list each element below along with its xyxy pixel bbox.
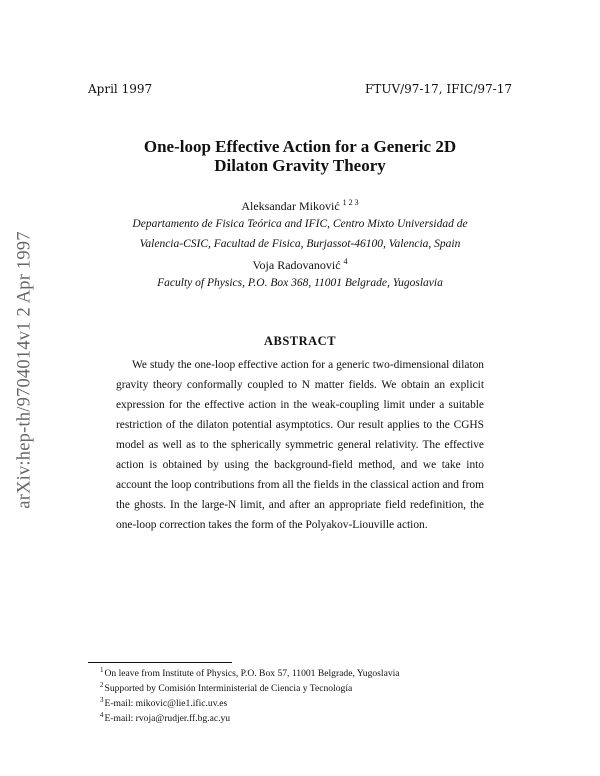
author-name: Voja Radovanović <box>252 258 341 272</box>
author-name: Aleksandar Miković <box>241 199 340 213</box>
affiliation-line: Departamento de Fisica Teórica and IFIC, Centro Mixto Universidad de <box>132 218 468 230</box>
arxiv-identifier: arXiv:hep-th/9704014v1 2 Apr 1997 <box>14 231 35 509</box>
footnote-text: Supported by Comisión Interministerial de Ciencia y Tecnología <box>104 683 353 694</box>
footnote-text: E-mail: mikovic@lie1.ific.uv.es <box>104 698 228 709</box>
abstract-heading: ABSTRACT <box>263 334 337 348</box>
affiliation-line: Faculty of Physics, P.O. Box 368, 11001 Belgrade, Yugoslavia <box>157 277 443 289</box>
arxiv-side-stamp <box>10 210 40 530</box>
author-1 <box>60 199 540 214</box>
affiliation-1 <box>100 214 500 254</box>
footnote-mark: 2 <box>100 680 104 689</box>
footnote-text: E-mail: rvoja@rudjer.ff.bg.ac.yu <box>104 713 231 724</box>
date: April 1997 <box>88 82 153 96</box>
title-line-1: One-loop Effective Action for a Generic 2D <box>143 137 457 156</box>
author-marks: 4 <box>343 257 348 266</box>
footnote-mark: 1 <box>100 665 104 674</box>
footnote <box>100 696 520 711</box>
paper-title <box>60 137 540 175</box>
footnote-text: On leave from Institute of Physics, P.O. Box 57, 11001 Belgrade, Yugoslavia <box>104 668 400 679</box>
footnote-mark: 3 <box>100 695 104 704</box>
affiliation-line: Valencia-CSIC, Facultad de Fisica, Burjassot-46100, Valencia, Spain <box>139 238 461 250</box>
footnote <box>100 666 520 681</box>
affiliation-2 <box>100 273 500 293</box>
footnote <box>100 681 520 696</box>
title-line-2: Dilaton Gravity Theory <box>214 156 386 175</box>
footnote <box>100 711 520 726</box>
footnote-mark: 4 <box>100 710 104 719</box>
footnotes <box>100 666 520 726</box>
report-numbers: FTUV/97-17, IFIC/97-17 <box>365 82 512 96</box>
footnote-rule <box>88 662 232 663</box>
author-marks: 1 2 3 <box>342 198 359 207</box>
author-2 <box>60 258 540 273</box>
abstract-body: We study the one-loop effective action for a generic two-dimensional dilaton gravity theory conformally coupled to N matter fields. We obtain an explicit expression for the effective action in the weak-coupling limit under a suitable restriction of the dilaton potential asymptotics. Our result applies to the CGHS model as well as to the spherically symmetric general relativity. The effective action is obtained by using the background-field method, and we take into account the loop contributions from all the fields in the classical action and from the ghosts. In the large-N limit, and after an appropriate field redefinition, the one-loop correction takes the form of the Polyakov-Liouville action. <box>116 359 484 531</box>
